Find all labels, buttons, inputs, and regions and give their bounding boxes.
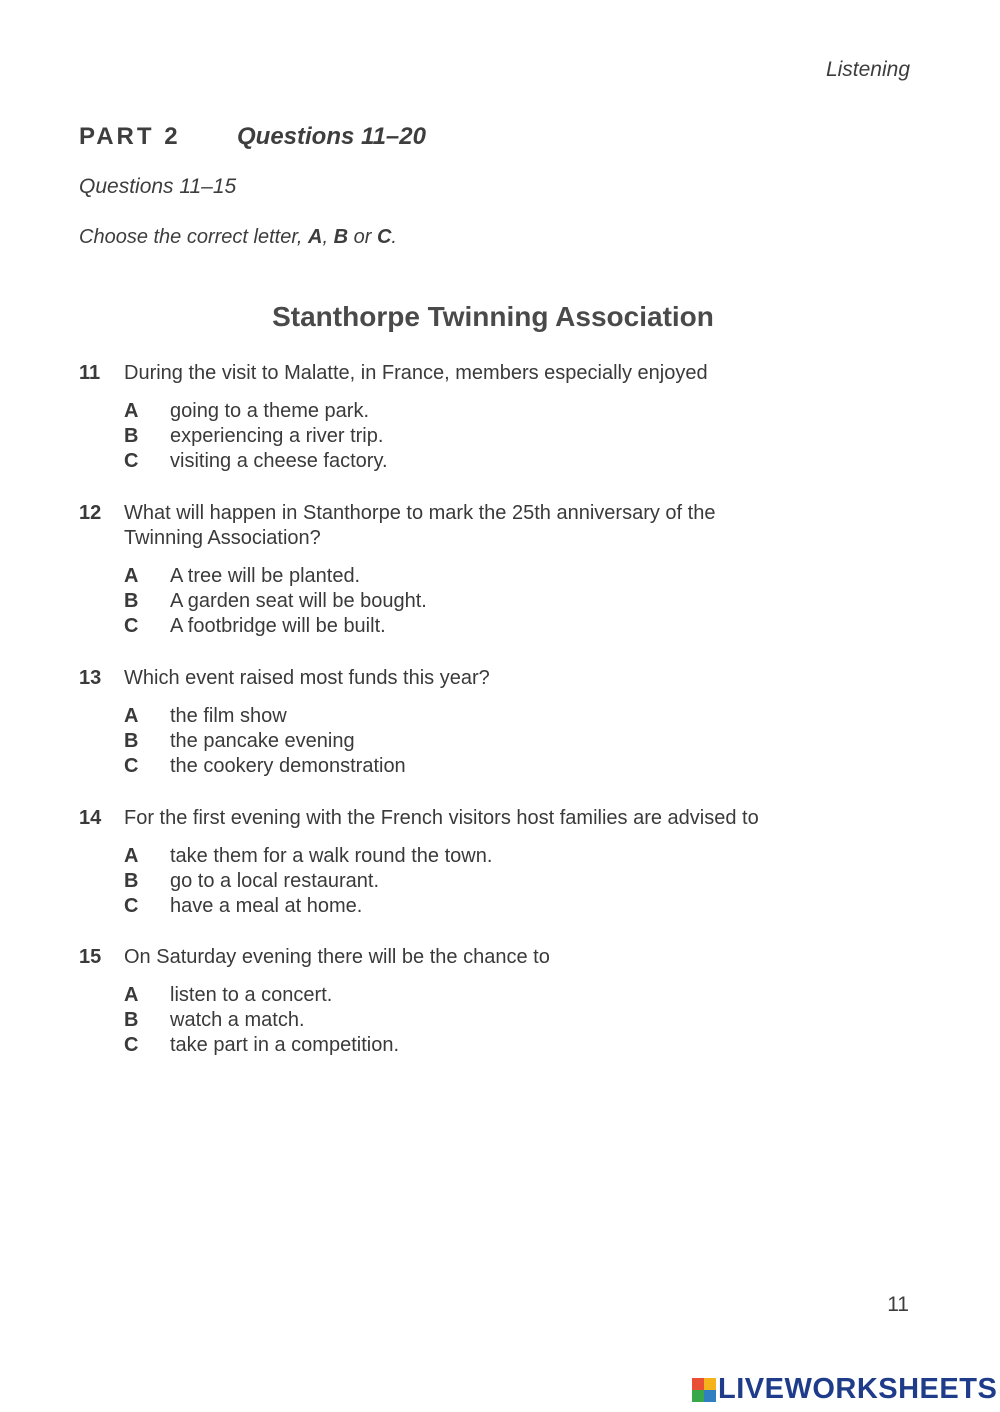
option-list (124, 704, 839, 779)
option-list (124, 399, 839, 474)
question-14 (79, 806, 839, 919)
part-heading (79, 123, 426, 151)
option-c[interactable] (124, 754, 839, 779)
option-text: have a meal at home. (170, 895, 363, 917)
option-c[interactable] (124, 1033, 839, 1058)
page-number: 11 (887, 1293, 909, 1316)
option-text: going to a theme park. (170, 400, 370, 422)
option-letter: C (124, 1034, 139, 1056)
option-a[interactable] (124, 983, 839, 1008)
option-list (124, 564, 839, 639)
option-letter: B (124, 870, 139, 892)
option-b[interactable] (124, 589, 839, 614)
option-letter: A (124, 565, 139, 587)
option-letter: C (124, 755, 139, 777)
option-text: A footbridge will be built. (170, 615, 386, 637)
letter-a: A (308, 226, 323, 248)
option-letter: C (124, 450, 139, 472)
option-text: the cookery demonstration (170, 755, 406, 777)
option-a[interactable] (124, 399, 839, 424)
question-range: Questions 11–20 (237, 123, 426, 150)
option-a[interactable] (124, 704, 839, 729)
option-a[interactable] (124, 844, 839, 869)
option-b[interactable] (124, 424, 839, 449)
option-letter: A (124, 400, 139, 422)
option-b[interactable] (124, 1008, 839, 1033)
question-text: On Saturday evening there will be the chance to (124, 946, 550, 968)
brand-name: LIVEWORKSHEETS (718, 1373, 998, 1405)
option-a[interactable] (124, 564, 839, 589)
option-text: experiencing a river trip. (170, 425, 384, 447)
question-15 (79, 945, 839, 1058)
liveworksheets-logo-icon (692, 1378, 716, 1402)
option-letter: C (124, 615, 139, 637)
option-c[interactable] (124, 614, 839, 639)
question-text: For the first evening with the French visitors host families are advised to (124, 807, 759, 829)
option-text: take part in a competition. (170, 1034, 400, 1056)
letter-b: B (333, 226, 349, 248)
option-text: the pancake evening (170, 730, 355, 752)
option-text: A tree will be planted. (170, 565, 361, 587)
option-c[interactable] (124, 894, 839, 919)
option-letter: C (124, 895, 139, 917)
question-number: 12 (79, 502, 102, 524)
option-letter: A (124, 984, 139, 1006)
option-text: take them for a walk round the town. (170, 845, 493, 867)
option-text: watch a match. (170, 1009, 305, 1031)
letter-c: C (376, 226, 392, 248)
option-letter: B (124, 425, 139, 447)
question-number: 15 (79, 946, 102, 968)
question-subrange: Questions 11–15 (79, 175, 237, 198)
option-letter: A (124, 705, 139, 727)
option-text: go to a local restaurant. (170, 870, 380, 892)
option-text: visiting a cheese factory. (170, 450, 388, 472)
question-number: 13 (79, 667, 102, 689)
option-letter: B (124, 1009, 139, 1031)
document-title: Stanthorpe Twinning Association (272, 301, 714, 332)
option-text: A garden seat will be bought. (170, 590, 427, 612)
question-12 (79, 501, 839, 639)
instruction-sep-1: , (322, 226, 334, 248)
question-number: 11 (79, 362, 101, 384)
option-text: listen to a concert. (170, 984, 333, 1006)
option-text: the film show (170, 705, 287, 727)
question-13 (79, 666, 839, 779)
option-list (124, 983, 839, 1058)
question-number: 14 (79, 807, 102, 829)
question-11 (79, 361, 839, 474)
instruction-prefix: Choose the correct letter, (79, 226, 309, 248)
instruction (79, 226, 397, 249)
option-letter: B (124, 730, 139, 752)
option-b[interactable] (124, 869, 839, 894)
option-b[interactable] (124, 729, 839, 754)
question-text: What will happen in Stanthorpe to mark the 25th anniversary of the Twinning Association? (124, 502, 716, 549)
section-label: Listening (825, 58, 910, 81)
option-letter: B (124, 590, 139, 612)
option-letter: A (124, 845, 139, 867)
question-text: During the visit to Malatte, in France, members especially enjoyed (124, 362, 708, 384)
option-list (124, 844, 839, 919)
instruction-suffix: . (391, 226, 397, 248)
liveworksheets-logo[interactable] (692, 1373, 997, 1406)
option-c[interactable] (124, 449, 839, 474)
part-label: PART 2 (79, 123, 181, 150)
question-text: Which event raised most funds this year? (124, 667, 490, 689)
instruction-sep-2: or (348, 226, 377, 248)
